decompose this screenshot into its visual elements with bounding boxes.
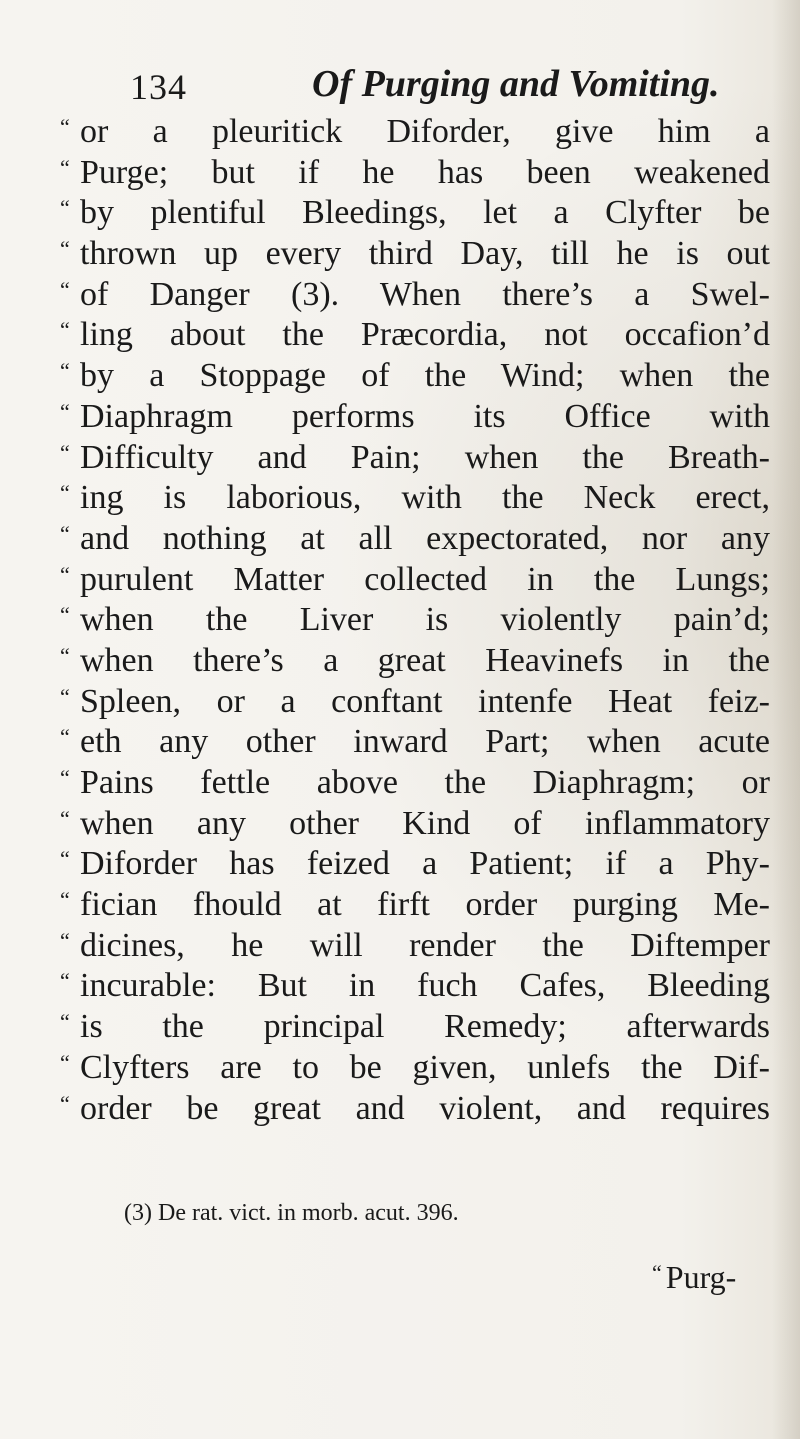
running-title: Of Purging and Vomiting.: [312, 63, 720, 105]
text-line: [60, 315, 770, 356]
text-line: [60, 112, 770, 153]
quote-mark: “: [60, 683, 70, 709]
catchword: [652, 1258, 736, 1296]
text-line: [60, 1089, 770, 1130]
text-line: [60, 1048, 770, 1089]
quote-mark: “: [60, 602, 70, 628]
quote-mark: “: [60, 968, 70, 994]
quote-mark: “: [60, 114, 70, 139]
body-text: [60, 112, 770, 1129]
text-line: [60, 600, 770, 641]
line-text: dicines, he will render the Diftemper: [80, 926, 770, 964]
line-text: by plentiful Bleedings, let a Clyfter be: [80, 194, 770, 232]
line-text: ling about the Præcordia, not occafion’d: [80, 316, 770, 354]
quote-mark: “: [60, 236, 70, 262]
text-line: [60, 885, 770, 926]
line-text: when the Liver is violently pain’d;: [80, 601, 770, 639]
quote-mark: “: [60, 480, 70, 506]
text-line: [60, 804, 770, 845]
line-text: purulent Matter collected in the Lungs;: [80, 560, 770, 598]
text-line: [60, 275, 770, 316]
text-line: [60, 397, 770, 438]
quote-mark: “: [60, 154, 70, 180]
quote-mark: “: [60, 887, 70, 913]
quote-mark: “: [60, 1090, 70, 1116]
page-number: 134: [130, 67, 187, 107]
quote-mark: “: [60, 398, 70, 424]
text-line: [60, 193, 770, 234]
line-text: eth any other inward Part; when acute: [80, 723, 770, 761]
quote-mark: “: [60, 724, 70, 750]
line-text: of Danger (3). When there’s a Swel-: [80, 275, 770, 313]
quote-mark: “: [60, 561, 70, 587]
quote-mark: “: [60, 317, 70, 343]
line-text: order be great and violent, and requires: [80, 1089, 770, 1127]
text-line: [60, 844, 770, 885]
line-text: by a Stoppage of the Wind; when the: [80, 357, 770, 395]
line-text: when there’s a great Heavinefs in the: [80, 641, 770, 679]
line-text: Pains fettle above the Diaphragm; or: [80, 764, 770, 801]
quote-mark: “: [60, 520, 70, 546]
line-text: Spleen, or a conftant intenfe Heat feiz-: [80, 682, 770, 720]
line-text: Diaphragm performs its Office with: [80, 397, 770, 435]
line-text: Diforder has feized a Patient; if a Phy-: [80, 845, 770, 883]
line-text: incurable: But in fuch Cafes, Bleeding: [80, 967, 770, 1005]
text-line: [60, 682, 770, 723]
footnote: (3) De rat. vict. in morb. acut. 396.: [124, 1200, 459, 1226]
quote-mark: “: [652, 1260, 662, 1285]
line-text: and nothing at all expectorated, nor any: [80, 519, 770, 557]
quote-mark: “: [60, 1049, 70, 1075]
line-text: Clyfters are to be given, unlefs the Dif-: [80, 1048, 770, 1086]
line-text: when any other Kind of inflammatory: [80, 804, 770, 842]
quote-mark: “: [60, 642, 70, 668]
text-line: [60, 722, 770, 763]
line-text: thrown up every third Day, till he is out: [80, 235, 770, 273]
line-text: Difficulty and Pain; when the Breath-: [80, 438, 770, 476]
catchword-text: Purg-: [665, 1259, 737, 1295]
quote-mark: “: [60, 846, 70, 872]
text-line: [60, 966, 770, 1007]
quote-mark: “: [60, 805, 70, 831]
line-text: Purge; but if he has been weakened: [80, 153, 770, 191]
text-line: [60, 1007, 770, 1048]
quote-mark: “: [60, 1009, 70, 1035]
text-line: [60, 438, 770, 479]
quote-mark: “: [60, 358, 70, 384]
text-line: [60, 478, 770, 519]
text-line: [60, 356, 770, 397]
quote-mark: “: [60, 439, 70, 465]
quote-mark: “: [60, 927, 70, 953]
page-header: [130, 60, 770, 110]
quote-mark: “: [60, 765, 70, 790]
line-text: is the principal Remedy; afterwards: [80, 1008, 770, 1046]
text-line: [60, 153, 770, 194]
text-line: [60, 926, 770, 967]
text-line: [60, 641, 770, 682]
quote-mark: “: [60, 276, 70, 302]
line-text: or a pleuritick Diforder, give him a: [80, 113, 770, 150]
line-text: fician fhould at firft order purging Me-: [80, 886, 770, 924]
page-edge-shadow: [772, 0, 800, 1439]
quote-mark: “: [60, 195, 70, 221]
line-text: ing is laborious, with the Neck erect,: [80, 479, 770, 517]
text-line: [60, 763, 770, 804]
text-line: [60, 560, 770, 601]
text-line: [60, 519, 770, 560]
text-line: [60, 234, 770, 275]
